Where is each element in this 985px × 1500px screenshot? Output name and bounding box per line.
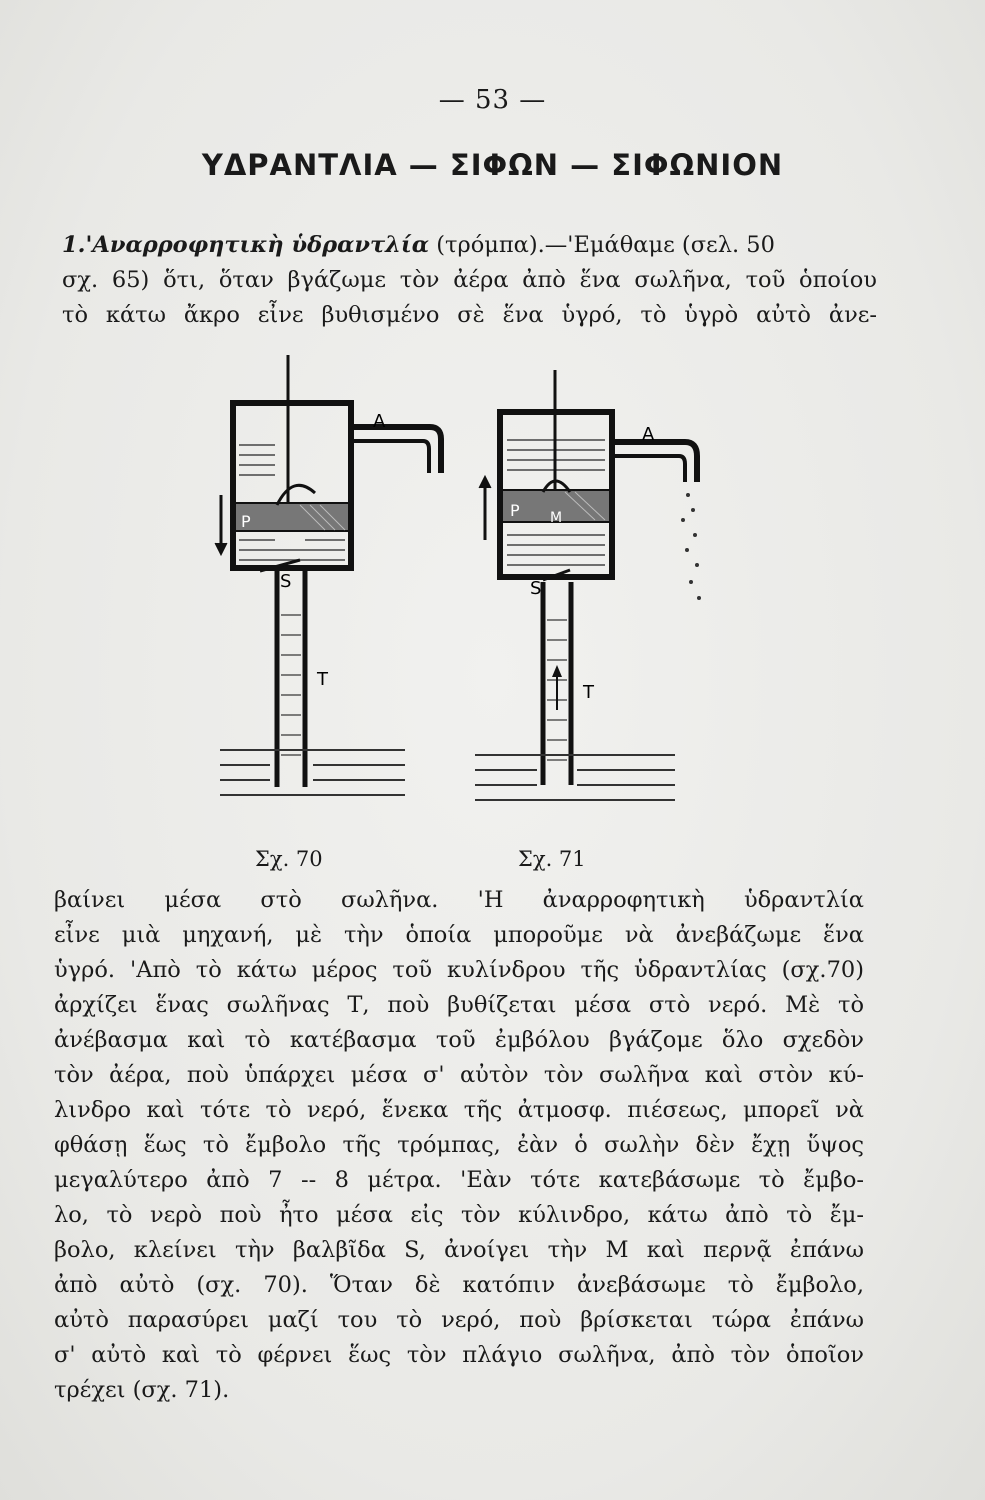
chapter-title: ΥΔΡΑΝΤΛΙΑ — ΣΙΦΩΝ — ΣΙΦΩΝΙΟΝ: [201, 148, 784, 182]
body-line: ἀνέβασμα καὶ τὸ κατέβασμα τοῦ ἐμβόλου βγάζομε ὅλο σχεδὸν: [54, 1027, 864, 1053]
intro-line-1: [62, 228, 877, 263]
body-line: μεγαλύτερο ἀπὸ 7 -- 8 μέτρα. 'Εὰν τότε κατεβάσωμε τὸ ἔμβο-: [54, 1167, 864, 1193]
body-line: τρέχει (σχ. 71).: [54, 1377, 230, 1403]
page-number: — 53 —: [438, 85, 547, 115]
fig71-label-tube: T: [583, 682, 594, 703]
body-line: εἶνε μιὰ μηχανή, μὲ τὴν ὁποία μποροῦμε νὰ ἀνεβάζωμε ἕνα: [54, 922, 864, 948]
fig70-label-valve: S: [280, 571, 292, 592]
body-line: λο, τὸ νερὸ ποὺ ἦτο μέσα εἰς τὸν κύλινδρο, κάτω ἀπὸ τὸ ἔμ-: [54, 1202, 864, 1228]
fig70-label-tube: T: [317, 669, 328, 690]
body-line: λινδρο καὶ τότε τὸ νερό, ἕνεκα τῆς ἀτμοσφ. πιέσεως, μπορεῖ νὰ: [54, 1097, 864, 1123]
figure-71-caption: Σχ. 71: [518, 847, 586, 871]
body-line: αὐτὸ παρασύρει μαζί του τὸ νερό, ποὺ βρίσκεται τώρα ἐπάνω: [54, 1307, 864, 1333]
intro-line-2: σχ. 65) ὅτι, ὅταν βγάζωμε τὸν ἀέρα ἀπὸ ἕνα σωλῆνα, τοῦ ὁποίου: [62, 267, 877, 293]
body-line: βαίνει μέσα στὸ σωλῆνα. 'Η ἀναρροφητικὴ ὑδραντλία: [54, 887, 864, 913]
fig70-label-outlet: A: [373, 411, 386, 432]
fig71-label-valve: S: [530, 578, 542, 599]
intro-line-3: τὸ κάτω ἄκρο εἶνε βυθισμένο σὲ ἕνα ὑγρό, τὸ ὑγρὸ αὐτὸ ἀνε-: [62, 302, 877, 328]
fig71-label-piston: P: [510, 501, 520, 520]
body-line: ἀρχίζει ἕνας σωλῆνας Τ, ποὺ βυθίζεται μέσα στὸ νερό. Μὲ τὸ: [54, 992, 864, 1018]
section-lead: 1.'Αναρροφητικὴ ὑδραντλία: [62, 232, 430, 258]
intro-line-1-rest: (τρόμπα).—'Εμάθαμε (σελ. 50: [429, 232, 775, 258]
body-line: βολο, κλείνει τὴν βαλβῖδα S, ἀνοίγει τὴν Μ καὶ περνᾷ ἐπάνω: [54, 1237, 864, 1263]
figure-70-caption: Σχ. 70: [255, 847, 323, 871]
fig70-label-piston: P: [241, 512, 251, 531]
intro-paragraph: [62, 228, 877, 333]
body-paragraph: [54, 883, 864, 1408]
body-line: ἀπὸ αὐτὸ (σχ. 70). Ὅταν δὲ κατόπιν ἀνεβάσωμε τὸ ἔμβολο,: [54, 1272, 864, 1298]
body-line: σ' αὐτὸ καὶ τὸ φέρνει ἕως τὸν πλάγιο σωλῆνα, ἀπὸ τὸν ὁποῖον: [54, 1342, 864, 1368]
figure-70-pump-diagram: [205, 355, 455, 825]
body-line: ὑγρό. 'Απὸ τὸ κάτω μέρος τοῦ κυλίνδρου τῆς ὑδραντλίας (σχ.70): [54, 957, 864, 983]
fig71-label-piston-valve: M: [550, 510, 563, 526]
body-line: τὸν ἀέρα, ποὺ ὑπάρχει μέσα σ' αὐτὸν τὸν σωλῆνα καὶ στὸν κύ-: [54, 1062, 864, 1088]
body-line: φθάσῃ ἕως τὸ ἔμβολο τῆς τρόμπας, ἐὰν ὁ σωλὴν δὲν ἔχῃ ὕψος: [54, 1132, 864, 1158]
fig71-label-outlet: A: [642, 424, 655, 445]
figure-71-pump-diagram: [455, 370, 755, 830]
